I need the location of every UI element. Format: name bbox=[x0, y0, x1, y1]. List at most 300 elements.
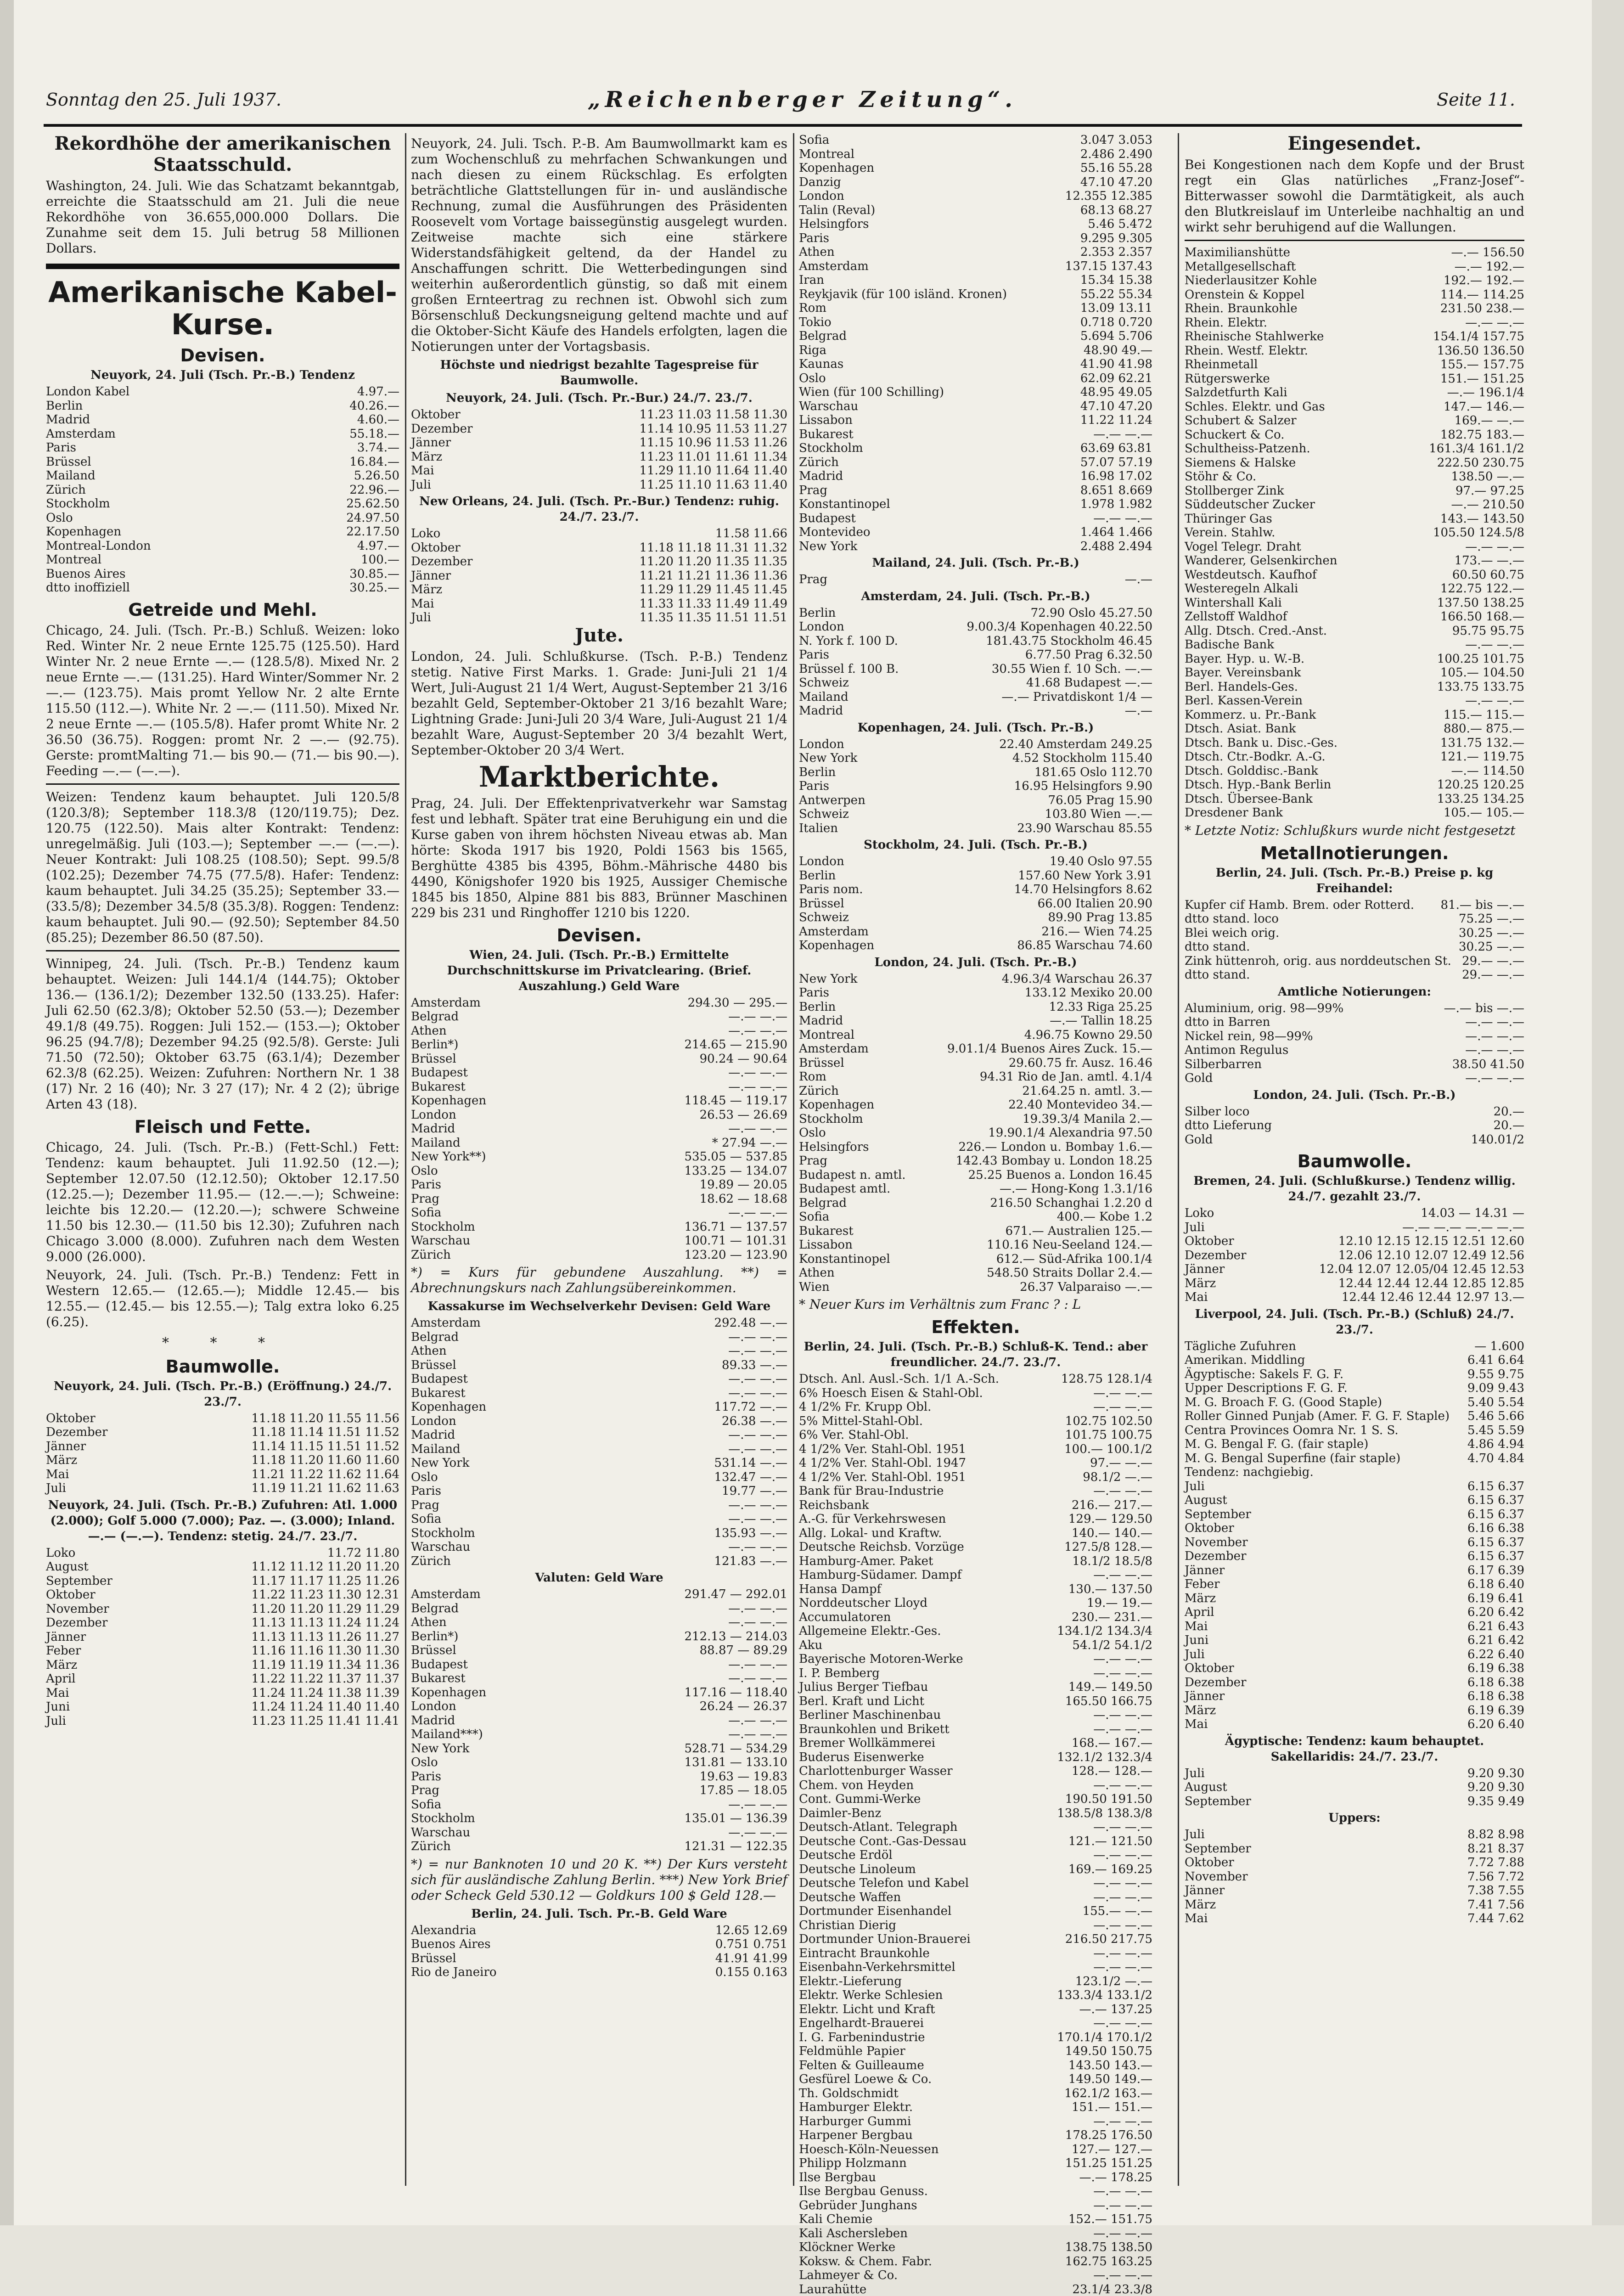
table-row bbox=[1185, 1870, 1524, 1884]
table-row bbox=[46, 1412, 399, 1426]
row-values: 4.97.— bbox=[357, 385, 399, 399]
table-row bbox=[1185, 1277, 1524, 1291]
table-row bbox=[1185, 1605, 1524, 1620]
row-label: Wien bbox=[799, 1280, 1014, 1294]
row-label: Oslo bbox=[46, 511, 341, 525]
row-label: Warschau bbox=[411, 1540, 723, 1554]
table-header: Amsterdam, 24. Juli. (Tsch. Pr.-B.) bbox=[799, 589, 1152, 604]
row-values: —.— 156.50 bbox=[1451, 246, 1524, 260]
row-values: 612.— Süd-Afrika 100.1/4 bbox=[996, 1252, 1152, 1266]
row-values: 12.10 12.15 12.15 12.51 12.60 bbox=[1338, 1234, 1524, 1249]
column-rule bbox=[1178, 133, 1179, 2186]
row-values: —.— —.— bbox=[1465, 1043, 1524, 1058]
table-header: Amtliche Notierungen: bbox=[1185, 984, 1524, 1000]
row-values: 123.20 — 123.90 bbox=[685, 1248, 787, 1262]
row-label: Niederlausitzer Kohle bbox=[1185, 274, 1438, 288]
row-label: Wintershall Kali bbox=[1185, 596, 1432, 610]
section-title: Eingesendet. bbox=[1185, 133, 1524, 154]
table-row bbox=[799, 189, 1152, 203]
row-values: 120.25 120.25 bbox=[1437, 778, 1524, 792]
table-row bbox=[411, 1714, 787, 1728]
table-row bbox=[1185, 1071, 1524, 1086]
row-label: Juni bbox=[46, 1700, 246, 1714]
market-text: Prag, 24. Juli. Der Effektenprivatverkehr war Samstag fest und lebhaft. Später trat eine Beruhigung ein und die Kurse gaben von ihrem höchsten Niveau etwas ab. Man hörte: Skoda 1917 bis 1920, Poldi 1563 bis 1565, Berghütte 4385 bis 4395, Böhm.-Mährische 4480 bis 4490, Königshofer 1920 bis 1925, Aussiger Chemische 1845 bis 1850, Alpine 881 bis 883, Brünner Maschinen 229 bis 231 und Ringhoffer 1210 bis 1220. bbox=[411, 796, 787, 921]
row-values: 6.21 6.43 bbox=[1467, 1620, 1524, 1634]
row-values: 75.25 —.— bbox=[1459, 912, 1524, 926]
row-values: 182.75 183.— bbox=[1440, 428, 1524, 442]
row-label: Budapest bbox=[411, 1658, 723, 1672]
row-values: 130.— 137.50 bbox=[1068, 1582, 1152, 1597]
row-label: Blei weich orig. bbox=[1185, 926, 1453, 940]
row-label: Jänner bbox=[411, 569, 634, 583]
cotton-table bbox=[46, 1546, 399, 1728]
table-row bbox=[411, 1630, 787, 1644]
row-values: 157.60 New York 3.91 bbox=[1018, 869, 1152, 883]
table-row bbox=[46, 483, 399, 497]
row-label: Prag bbox=[411, 1498, 723, 1513]
row-label: Riga bbox=[799, 343, 1078, 358]
row-values: 11.13 11.13 11.24 11.24 bbox=[251, 1616, 399, 1630]
row-values: 12.33 Riga 25.25 bbox=[1049, 1000, 1152, 1014]
table-row bbox=[1185, 1661, 1524, 1676]
table-header: London, 24. Juli. (Tsch. Pr.-B.) bbox=[799, 955, 1152, 970]
row-values: 6.41 6.64 bbox=[1467, 1353, 1524, 1367]
table-row bbox=[46, 497, 399, 511]
table-row bbox=[411, 1442, 787, 1457]
table-header: Ägyptische: Tendenz: kaum behauptet. Sakellaridis: 24./7. 23./7. bbox=[1185, 1733, 1524, 1765]
row-label: Reichsbank bbox=[799, 1498, 1066, 1513]
row-label: März bbox=[411, 583, 634, 597]
row-values: 105.50 124.5/8 bbox=[1433, 526, 1524, 540]
row-values: 6.18 6.38 bbox=[1467, 1689, 1524, 1704]
row-values: 105.— 104.50 bbox=[1440, 666, 1524, 680]
row-values: 6.77.50 Prag 6.32.50 bbox=[1025, 648, 1152, 662]
row-label: November bbox=[1185, 1870, 1462, 1884]
row-values: —.— —.— bbox=[1093, 1652, 1152, 1666]
table-row bbox=[46, 1616, 399, 1630]
row-label: Loko bbox=[46, 1546, 322, 1560]
table-row bbox=[799, 287, 1152, 302]
row-label: dtto stand. bbox=[1185, 940, 1453, 954]
table-row bbox=[799, 2255, 1152, 2269]
table-row bbox=[1185, 954, 1524, 968]
row-label: 4 1/2% Ver. Stahl-Obl. 1947 bbox=[799, 1456, 1085, 1470]
page-header bbox=[46, 90, 1515, 117]
row-label: Harpener Bergbau bbox=[799, 2128, 1060, 2143]
table-row bbox=[799, 371, 1152, 386]
table-row bbox=[799, 1442, 1152, 1457]
row-values: —.— —.— bbox=[1093, 2199, 1152, 2213]
table-row bbox=[411, 611, 787, 625]
row-label: Dezember bbox=[46, 1616, 246, 1630]
row-label: Buderus Eisenwerke bbox=[799, 1750, 1051, 1765]
row-label: Buenos Aires bbox=[46, 567, 344, 581]
table-row bbox=[1185, 1105, 1524, 1119]
row-values: 19.90.1/4 Alexandria 97.50 bbox=[988, 1126, 1152, 1140]
table-row bbox=[411, 450, 787, 464]
currency-table bbox=[411, 1587, 787, 1854]
table-row bbox=[1185, 1912, 1524, 1926]
table-row bbox=[1185, 1521, 1524, 1536]
table-header: Berlin, 24. Juli. (Tsch. Pr.-B.) Preise p. kg Freihandel: bbox=[1185, 865, 1524, 896]
row-label: London bbox=[411, 1699, 694, 1714]
table-row bbox=[799, 911, 1152, 925]
table-row bbox=[1185, 1842, 1524, 1856]
row-label: November bbox=[1185, 1536, 1462, 1550]
table-row bbox=[799, 1252, 1152, 1266]
table-row bbox=[799, 737, 1152, 752]
row-values: 100.71 — 101.31 bbox=[685, 1234, 787, 1248]
row-values: 6.19 6.41 bbox=[1467, 1592, 1524, 1606]
row-label: Budapest bbox=[411, 1372, 723, 1386]
row-label: Stöhr & Co. bbox=[1185, 470, 1445, 484]
table-row bbox=[799, 147, 1152, 162]
row-values: 11.17 11.17 11.25 11.26 bbox=[251, 1574, 399, 1588]
table-row bbox=[799, 231, 1152, 246]
table-row bbox=[411, 1164, 787, 1178]
currency-table bbox=[799, 133, 1152, 553]
row-values: —.— —.— bbox=[728, 1602, 787, 1616]
row-label: Amsterdam bbox=[411, 996, 682, 1010]
row-label: Kupfer cif Hamb. Brem. oder Rotterd. bbox=[1185, 898, 1435, 912]
stocks-table bbox=[1185, 246, 1524, 820]
table-row bbox=[1185, 512, 1524, 526]
table-row bbox=[1185, 1689, 1524, 1704]
row-label: Mai bbox=[46, 1686, 246, 1700]
row-values: 162.75 163.25 bbox=[1065, 2255, 1152, 2269]
table-row bbox=[1185, 806, 1524, 820]
table-row bbox=[799, 2199, 1152, 2213]
row-values: 12.44 12.46 12.44 12.97 13.— bbox=[1342, 1290, 1524, 1305]
row-label: Charlottenburger Wasser bbox=[799, 1764, 1066, 1778]
row-label: Berl. Kraft und Licht bbox=[799, 1694, 1060, 1709]
row-label: Dresdener Bank bbox=[1185, 806, 1438, 820]
table-row bbox=[799, 441, 1152, 456]
row-values: 11.29 11.10 11.64 11.40 bbox=[639, 464, 787, 478]
row-label: Eisenbahn-Verkehrsmittel bbox=[799, 1960, 1088, 1975]
table-row bbox=[411, 1937, 787, 1952]
row-values: 165.50 166.75 bbox=[1065, 1694, 1152, 1709]
row-label: Stockholm bbox=[799, 441, 1075, 456]
table-row bbox=[46, 1644, 399, 1658]
row-values: 14.70 Helsingfors 8.62 bbox=[1014, 883, 1152, 897]
table-row bbox=[799, 259, 1152, 274]
row-label: April bbox=[46, 1672, 246, 1686]
table-row bbox=[411, 1526, 787, 1541]
divider bbox=[46, 950, 399, 951]
row-values: —.— —.— bbox=[728, 1330, 787, 1345]
row-label: März bbox=[46, 1453, 246, 1468]
row-label: Madrid bbox=[411, 1122, 723, 1136]
row-label: Juli bbox=[1185, 1648, 1462, 1662]
row-label: M. G. Bengal F. G. (fair staple) bbox=[1185, 1437, 1462, 1452]
table-row bbox=[1185, 1795, 1524, 1809]
row-values: 48.95 49.05 bbox=[1080, 385, 1152, 400]
row-label: Jänner bbox=[1185, 1262, 1314, 1277]
row-label: Lissabon bbox=[799, 413, 1075, 428]
table-header: Neuyork, 24. Juli. (Tsch. Pr.-Bur.) 24./7. 23./7. bbox=[411, 390, 787, 406]
row-label: Madrid bbox=[411, 1714, 723, 1728]
row-label: dtto inoffiziell bbox=[46, 581, 344, 595]
row-label: M. G. Broach F. G. (Good Staple) bbox=[1185, 1396, 1462, 1410]
row-values: —.— —.— bbox=[1093, 1400, 1152, 1414]
row-values: 291.47 — 292.01 bbox=[685, 1587, 787, 1602]
row-label: Dortmunder Union-Brauerei bbox=[799, 1932, 1060, 1947]
row-label: Süddeutscher Zucker bbox=[1185, 498, 1445, 512]
table-row bbox=[1185, 1577, 1524, 1592]
table-row bbox=[799, 1610, 1152, 1625]
row-values: 11.14 10.95 11.53 11.27 bbox=[639, 422, 787, 436]
table-row bbox=[1185, 498, 1524, 512]
row-values: 6.15 6.37 bbox=[1467, 1508, 1524, 1522]
row-values: —.— —.— bbox=[1465, 316, 1524, 330]
row-label: Kopenhagen bbox=[799, 1098, 1003, 1112]
row-values: 294.30 — 295.— bbox=[688, 996, 787, 1010]
metals-table bbox=[1185, 898, 1524, 982]
header-newspaper-title: „Reichenberger Zeitung“. bbox=[588, 87, 1017, 113]
table-row bbox=[1185, 638, 1524, 652]
row-label: Paris bbox=[799, 779, 1009, 793]
row-values: —.— —.— bbox=[728, 1372, 787, 1386]
row-values: 115.— 115.— bbox=[1444, 708, 1524, 722]
table-row bbox=[411, 1952, 787, 1966]
row-label: Jänner bbox=[411, 436, 634, 450]
row-label: Dezember bbox=[46, 1425, 246, 1440]
row-label: M. G. Bengal Superfine (fair staple) bbox=[1185, 1452, 1462, 1466]
divider bbox=[46, 783, 399, 785]
row-values: —.— —.— bbox=[728, 1671, 787, 1686]
table-row bbox=[411, 1220, 787, 1234]
row-label: Jänner bbox=[1185, 1689, 1462, 1704]
table-header: Neuyork, 24. Juli. (Tsch. Pr.-B.) (Eröffnung.) 24./7. 23./7. bbox=[46, 1379, 399, 1410]
row-values: 89.90 Prag 13.85 bbox=[1048, 911, 1152, 925]
row-values: —.— —.— bbox=[728, 1512, 787, 1526]
section-subtitle: Metallnotierungen. bbox=[1185, 843, 1524, 863]
table-row bbox=[1185, 610, 1524, 624]
row-label: Zürich bbox=[46, 483, 344, 497]
row-label: Christian Dierig bbox=[799, 1919, 1088, 1933]
table-row bbox=[1185, 1856, 1524, 1870]
row-label: Oslo bbox=[799, 371, 1075, 386]
table-header: Valuten: Geld Ware bbox=[411, 1570, 787, 1586]
row-label: Harburger Gummi bbox=[799, 2115, 1088, 2129]
row-label: Athen bbox=[799, 245, 1075, 259]
table-row bbox=[799, 676, 1152, 690]
row-values: 122.75 122.— bbox=[1440, 582, 1524, 596]
row-label: Bukarest bbox=[799, 428, 1088, 442]
row-values: 22.96.— bbox=[349, 483, 399, 497]
table-row bbox=[799, 869, 1152, 883]
row-label: Paris bbox=[799, 986, 1019, 1000]
row-label: Amsterdam bbox=[411, 1587, 679, 1602]
cotton-table bbox=[1185, 1828, 1524, 1926]
row-values: 11.23 11.03 11.58 11.30 bbox=[639, 408, 787, 422]
table-row bbox=[799, 2059, 1152, 2073]
row-values: 11.72 11.80 bbox=[327, 1546, 399, 1560]
row-values: —.— —.— bbox=[1465, 638, 1524, 652]
row-label: Prag bbox=[411, 1784, 694, 1798]
table-row bbox=[1185, 540, 1524, 554]
row-values: 18.1/2 18.5/8 bbox=[1072, 1554, 1152, 1569]
row-values: 19.63 — 19.83 bbox=[700, 1770, 787, 1784]
row-label: Zürich bbox=[799, 1084, 1017, 1098]
table-row bbox=[799, 1386, 1152, 1401]
row-label: Sofia bbox=[411, 1798, 723, 1812]
row-values: 12.355 12.385 bbox=[1065, 189, 1152, 203]
table-row bbox=[799, 1722, 1152, 1737]
table-row bbox=[799, 1266, 1152, 1280]
row-values: 134.1/2 134.3/4 bbox=[1057, 1624, 1152, 1638]
row-values: 8.651 8.669 bbox=[1080, 484, 1152, 498]
table-row bbox=[1185, 1480, 1524, 1494]
row-values: 47.10 47.20 bbox=[1080, 400, 1152, 414]
table-row bbox=[799, 1778, 1152, 1793]
table-row bbox=[411, 583, 787, 597]
table-row bbox=[1185, 1564, 1524, 1578]
table-row bbox=[799, 1652, 1152, 1666]
row-label: Buenos Aires bbox=[411, 1937, 710, 1952]
table-row bbox=[411, 996, 787, 1010]
table-row bbox=[799, 497, 1152, 512]
row-label: Dtsch. Anl. Ausl.-Sch. 1/1 A.-Sch. bbox=[799, 1372, 1056, 1386]
row-values: 41.68 Budapest —.— bbox=[1026, 676, 1152, 690]
cotton-table bbox=[1185, 1206, 1524, 1305]
row-values: 97.— 97.25 bbox=[1455, 484, 1524, 498]
table-row bbox=[1185, 1424, 1524, 1438]
row-values: —.— —.— bbox=[1093, 1919, 1152, 1933]
table-row bbox=[46, 1700, 399, 1714]
table-row bbox=[411, 1080, 787, 1094]
row-values: —.— —.— bbox=[1465, 1071, 1524, 1086]
row-label: Th. Goldschmidt bbox=[799, 2087, 1059, 2101]
row-label: Siemens & Halske bbox=[1185, 456, 1432, 470]
market-text: Neuyork, 24. Juli. (Tsch. Pr.-B.) Tendenz: Fett in Western 12.65.— (12.65.—); Middle 12.45.— bis 12.55.— (12.45.— bis 12.55.—); Talg extra loko 6.25 (6.25). bbox=[46, 1267, 399, 1330]
row-values: 114.— 114.25 bbox=[1440, 288, 1524, 302]
row-values: 121.83 —.— bbox=[714, 1554, 787, 1569]
row-values: 88.87 — 89.29 bbox=[700, 1643, 787, 1658]
row-values: 11.58 11.66 bbox=[715, 527, 787, 541]
row-label: I. P. Bemberg bbox=[799, 1666, 1088, 1681]
row-label: New York bbox=[799, 540, 1075, 554]
table-row bbox=[799, 690, 1152, 704]
row-values: 12.04 12.07 12.05/04 12.45 12.53 bbox=[1319, 1262, 1524, 1277]
table-row bbox=[411, 1671, 787, 1686]
row-values: 173.— —.— bbox=[1455, 554, 1524, 568]
row-label: Zürich bbox=[411, 1840, 679, 1854]
table-row bbox=[411, 478, 787, 492]
table-row bbox=[1185, 1828, 1524, 1842]
row-label: Helsingfors bbox=[799, 1140, 953, 1154]
table-row bbox=[46, 581, 399, 595]
footnote: * Letzte Notiz: Schlußkurs wurde nicht festgesetzt bbox=[1185, 823, 1524, 838]
table-row bbox=[1185, 926, 1524, 940]
row-label: London bbox=[799, 620, 961, 634]
row-values: 20.— bbox=[1483, 1105, 1524, 1119]
row-values: —.— —.— bbox=[1093, 428, 1152, 442]
table-row bbox=[411, 1400, 787, 1414]
table-row bbox=[46, 1453, 399, 1468]
row-values: 548.50 Straits Dollar 2.4.— bbox=[987, 1266, 1152, 1280]
row-label: Daimler-Benz bbox=[799, 1806, 1051, 1821]
row-values: 9.295 9.305 bbox=[1080, 231, 1152, 246]
table-row bbox=[1185, 1206, 1524, 1221]
row-label: Thüringer Gas bbox=[1185, 512, 1435, 526]
row-values: 62.09 62.21 bbox=[1080, 371, 1152, 386]
row-label: Wanderer, Gelsenkirchen bbox=[1185, 554, 1449, 568]
table-row bbox=[1185, 1884, 1524, 1898]
row-values: 2.353 2.357 bbox=[1080, 245, 1152, 259]
row-values: 117.72 —.— bbox=[714, 1400, 787, 1414]
market-text: Winnipeg, 24. Juli. (Tsch. Pr.-B.) Tendenz kaum behauptet. Weizen: Juli 144.1/4 (144.75); Oktober 136.— (136.1/2); Dezember 132.50 (133.25). Hafer: Juli 62.50 (62.3/8); Oktober 52.50 (53.—); Dezember 49.1/8 (49.75). Roggen: Juli 152.— (153.—); Oktober 96.25 (94.7/8); Dezember 94.25 (92.5/8). Gerste: Juli 71.50 (72.50); Oktober 63.75 (63.1/4); Dezember 62.3/8 (62.25). Weizen: Zufuhren: Northern Nr. 1 38 (17) Nr. 2 16 (40); Nr. 3 27 (17); Nr. 4 2 (2); übrige Arten 43 (18). bbox=[46, 956, 399, 1112]
table-header: Neuyork, 24. Juli (Tsch. Pr.-B.) Tendenz bbox=[46, 367, 399, 383]
row-values: 135.01 — 136.39 bbox=[685, 1812, 787, 1826]
row-label: Brüssel bbox=[411, 1358, 716, 1373]
table-row bbox=[799, 1000, 1152, 1014]
row-label: Lahmeyer & Co. bbox=[799, 2268, 1088, 2283]
table-row bbox=[799, 1126, 1152, 1140]
row-values: 26.53 — 26.69 bbox=[700, 1108, 787, 1122]
table-row bbox=[799, 1224, 1152, 1238]
row-label: Rom bbox=[799, 301, 1075, 315]
row-values: 880.— 875.— bbox=[1444, 722, 1524, 736]
table-row bbox=[1185, 1409, 1524, 1424]
row-label: Prag bbox=[799, 1154, 950, 1168]
table-row bbox=[799, 939, 1152, 953]
row-values: 11.19 11.21 11.62 11.63 bbox=[251, 1481, 399, 1496]
row-values: 528.71 — 534.29 bbox=[685, 1742, 787, 1756]
row-values: 127.5/8 128.— bbox=[1064, 1540, 1152, 1554]
row-values: 101.75 100.75 bbox=[1065, 1428, 1152, 1442]
table-row bbox=[411, 1587, 787, 1602]
row-values: 132.47 —.— bbox=[714, 1470, 787, 1485]
table-row bbox=[411, 597, 787, 611]
table-row bbox=[799, 648, 1152, 662]
currency-table bbox=[799, 855, 1152, 953]
table-row bbox=[46, 1574, 399, 1588]
table-row bbox=[1185, 1249, 1524, 1263]
row-values: 11.20 11.20 11.29 11.29 bbox=[251, 1602, 399, 1616]
row-values: 105.— 105.— bbox=[1444, 806, 1524, 820]
table-row bbox=[799, 2283, 1152, 2296]
table-row bbox=[411, 1770, 787, 1784]
row-label: Bukarest bbox=[411, 1080, 723, 1094]
table-row bbox=[799, 2171, 1152, 2185]
table-row bbox=[1185, 1043, 1524, 1058]
row-label: Budapest bbox=[799, 512, 1088, 526]
table-row bbox=[799, 1764, 1152, 1778]
row-label: Juli bbox=[1185, 1221, 1397, 1235]
row-values: —.— —.— bbox=[1465, 694, 1524, 708]
row-label: Rütgerswerke bbox=[1185, 372, 1435, 386]
row-label: Deutsche Linoleum bbox=[799, 1863, 1063, 1877]
table-row bbox=[1185, 1780, 1524, 1795]
row-values: 216.50 Schanghai 1.2.20 d bbox=[990, 1196, 1152, 1210]
row-label: Stollberger Zink bbox=[1185, 484, 1450, 498]
row-values: 16.95 Helsingfors 9.90 bbox=[1014, 779, 1152, 793]
row-label: Montreal bbox=[46, 553, 353, 567]
row-label: Eintracht Braunkohle bbox=[799, 1947, 1088, 1961]
row-label: Madrid bbox=[799, 704, 1106, 718]
row-label: Schuckert & Co. bbox=[1185, 428, 1435, 442]
row-values: 3.74.— bbox=[357, 441, 399, 455]
row-label: Ägyptische: Sakels F. G. F. bbox=[1185, 1367, 1462, 1382]
table-row bbox=[46, 1468, 399, 1482]
row-values: 671.— Australien 125.— bbox=[1006, 1224, 1152, 1238]
row-values: 48.90 49.— bbox=[1084, 343, 1152, 358]
table-row bbox=[1185, 750, 1524, 764]
table-row bbox=[799, 897, 1152, 911]
table-row bbox=[411, 1798, 787, 1812]
